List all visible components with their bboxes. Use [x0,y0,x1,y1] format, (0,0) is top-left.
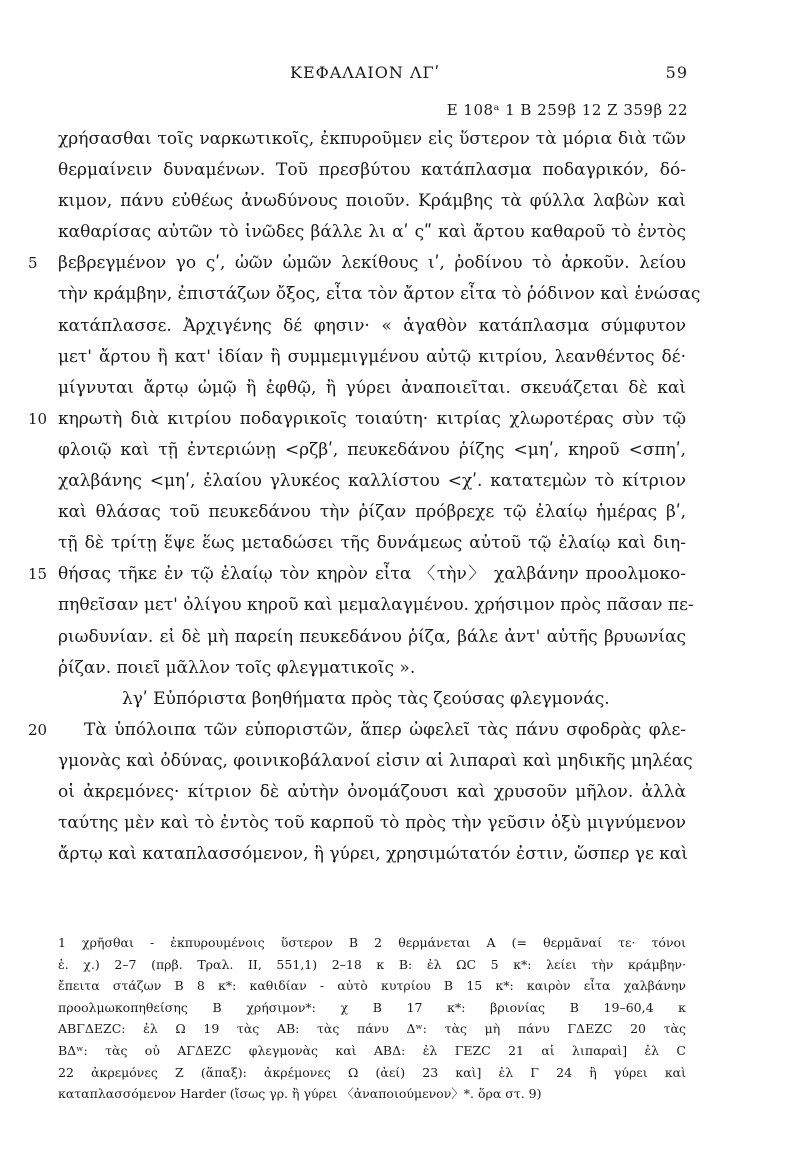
text-line [58,311,686,342]
apparatus-line: ΒΔʷ: τὰς οὐ ΑΓΔΕΖC φλεγμονὰς καὶ ΑΒΔ: ἐλ ΓΕΖC 21 αἱ λιπαραὶ] ἐλ C [58,1042,686,1058]
running-head [60,63,688,85]
text-line [58,777,686,808]
text-line [28,404,686,435]
critical-apparatus [58,932,686,1105]
apparatus-line: 1 χρῆσθαι - ἐκπυρουμένοις ὕστερον Β 2 θερμάνεται Α (= θερμᾶναί τε· τόνοι [58,935,686,950]
line-number: 15 [28,565,48,584]
line-text: φλοιῷ καὶ τῇ ἐντεριώνῃ <ρζβʹ, πευκεδάνου ῥίζης <μηʹ, κηροῦ <σπηʹ, [58,439,686,460]
apparatus-line: προολμωκοπηθείσης Β χρήσιμον*: χ Β 17 κ*: βριονίας Β 19–60,4 κ [58,999,686,1015]
text-line [58,653,686,684]
main-text [28,124,701,870]
line-text: βεβρεγμένον γο ςʹ, ὠῶν ὠμῶν λεκίθους ιʹ, ῥοδίνου τὸ ἀρκοῦν. λείου [58,253,686,274]
chapter-title: ΚΕΦΑΛΑΙΟΝ ΛΓʹ [290,63,441,82]
line-text: λγʹ Εὐπόριστα βοηθήματα πρὸς τὰς ζεούσας φλεγμονάς. [122,688,610,709]
text-line [58,466,686,497]
text-line [58,279,701,310]
line-number: 20 [28,720,48,739]
line-text: χαλβάνης <μηʹ, ἐλαίου γλυκέος καλλίστου <χʹ. κατατεμὼν τὸ κίτριον [58,471,686,492]
line-text: κατάπλασσε. Ἀρχιγένης δέ φησιν· « ἀγαθὸν κατάπλασμα σύμφυτον [58,315,686,336]
text-line [58,622,686,653]
text-line [28,248,686,279]
line-text: μίγνυται ἄρτῳ ὠμῷ ἢ ἑφθῷ, ἢ γύρει ἀναποιεῖται. σκευάζεται δὲ καὶ [58,377,686,398]
apparatus-line: καταπλασσόμενον Harder (ἴσως γρ. ἢ γύρει 〈ἀναποιούμενον〉*. ὅρα στ. 9) [58,1086,542,1102]
line-text: χρήσασθαι τοῖς ναρκωτικοῖς, ἐκπυροῦμεν εἰς ὕστερον τὰ μόρια διὰ τῶν [58,129,686,149]
line-text: ταύτης μὲν καὶ τὸ ἐντὸς τοῦ καρποῦ τὸ πρὸς τὴν γεῦσιν ὀξὺ μιγνύμενον [58,813,686,834]
text-line [58,497,686,528]
text-line [58,590,694,621]
text-line [58,155,686,186]
line-text: κιμον, πάνυ εὐθέως ἀνωδύνους ποιοῦν. Κράμβης τὰ φύλλα λαβὼν καὶ [58,191,686,212]
text-line [58,124,686,155]
line-number: 10 [28,409,48,428]
line-text: γμονὰς καὶ ὀδύνας, φοινικοβάλανοί εἰσιν αἱ λιπαραὶ καὶ μηδικῆς μηλέας [58,750,693,771]
line-text: καθαρίσας αὐτῶν τὸ ἰνῶδες βάλλε λι αʹ ςʺ καὶ ἄρτου καθαροῦ τὸ ἐντὸς [58,222,686,243]
text-line [58,528,686,559]
apparatus-line: ἑ. χ.) 2–7 (πρβ. Τραλ. II, 551,1) 2–18 κ Β: ἐλ ΩC 5 κ*: λείει τὴν κράμβην· [58,956,686,972]
text-line [58,808,686,839]
line-text: θήσας τῆκε ἐν τῷ ἐλαίῳ τὸν κηρὸν εἶτα 〈τὴν〉 χαλβάνην προολμοκο- [58,564,686,585]
text-line [58,186,686,217]
line-text: τὴν κράμβην, ἐπιστάζων ὄξος, εἶτα τὸν ἄρτον εἶτα τὸ ῥόδινον καὶ ἑνώσας [58,284,701,305]
line-text: ἄρτῳ καὶ καταπλασσόμενον, ἢ γύρει, χρησιμώτατόν ἐστιν, ὥσπερ γε καὶ [58,844,688,865]
line-text: Τὰ ὑπόλοιπα τῶν εὐποριστῶν, ἅπερ ὠφελεῖ τὰς πάνυ σφοδρὰς φλε- [84,719,686,740]
apparatus-line: ΑΒΓΔΕΖC: ἐλ Ω 19 τὰς ΑΒ: τὰς πάνυ Δʷ: τὰς μὴ πάνυ ΓΔΕΖC 20 τὰς [58,1021,686,1037]
page-number: 59 [665,63,688,82]
text-line [58,746,693,777]
text-line [28,715,686,746]
text-line [58,684,686,715]
line-text: καὶ θλάσας τοῦ πευκεδάνου τὴν ῥίζαν πρόβρεχε τῷ ἐλαίῳ ἡμέρας βʹ, [58,502,686,523]
line-text: θερμαίνειν δυναμένων. Τοῦ πρεσβύτου κατάπλασμα ποδαγρικόν, δό- [58,160,686,181]
text-line [58,839,686,870]
line-text: πηθεῖσαν μετ' ὀλίγου κηροῦ καὶ μεμαλαγμένου. χρήσιμον πρὸς πᾶσαν πε- [58,595,694,616]
line-number: 5 [28,254,38,273]
line-text: μετ' ἄρτου ἢ κατ' ἰδίαν ἢ συμμεμιγμένου αὐτῷ κιτρίου, λεανθέντος δέ· [58,346,686,367]
line-text: ῥίζαν. ποιεῖ μᾶλλον τοῖς φλεγματικοῖς ». [58,657,416,678]
text-line [28,559,686,590]
line-text: κηρωτὴ διὰ κιτρίου ποδαγρικοῖς τοιαύτη· κιτρίας χλωροτέρας σὺν τῷ [58,408,686,429]
text-line [58,342,686,373]
line-text: ριωδυνίαν. εἰ δὲ μὴ παρείη πευκεδάνου ῥίζα, βάλε ἀντ' αὐτῆς βρυωνίας [58,626,686,647]
apparatus-line: ἔπειτα στάζων Β 8 κ*: καθιδίαν - αὐτὸ κυτρίου Β 15 κ*: καιρὸν εἶτα χαλβάνην [58,978,686,994]
apparatus-line: 22 ἀκρεμόνες Ζ (ἅπαξ): ἀκρέμονες Ω (ἀεί) 23 καὶ] ἐλ Γ 24 ἢ γύρει καὶ [58,1064,686,1080]
manuscript-reference-line: Ε 108ᵃ 1 Β 259β 12 Ζ 359β 22 [446,101,688,119]
line-text: τῇ δὲ τρίτῃ ἕψε ἕως μεταδώσει τῆς δυνάμεως αὐτοῦ τῷ ἐλαίῳ καὶ διη- [58,533,686,554]
text-line [58,373,686,404]
text-line [58,217,686,248]
line-text: οἱ ἀκρεμόνες· κίτριον δὲ αὐτὴν ὀνομάζουσι καὶ χρυσοῦν μῆλον. ἀλλὰ [58,781,686,802]
text-line [58,435,686,466]
